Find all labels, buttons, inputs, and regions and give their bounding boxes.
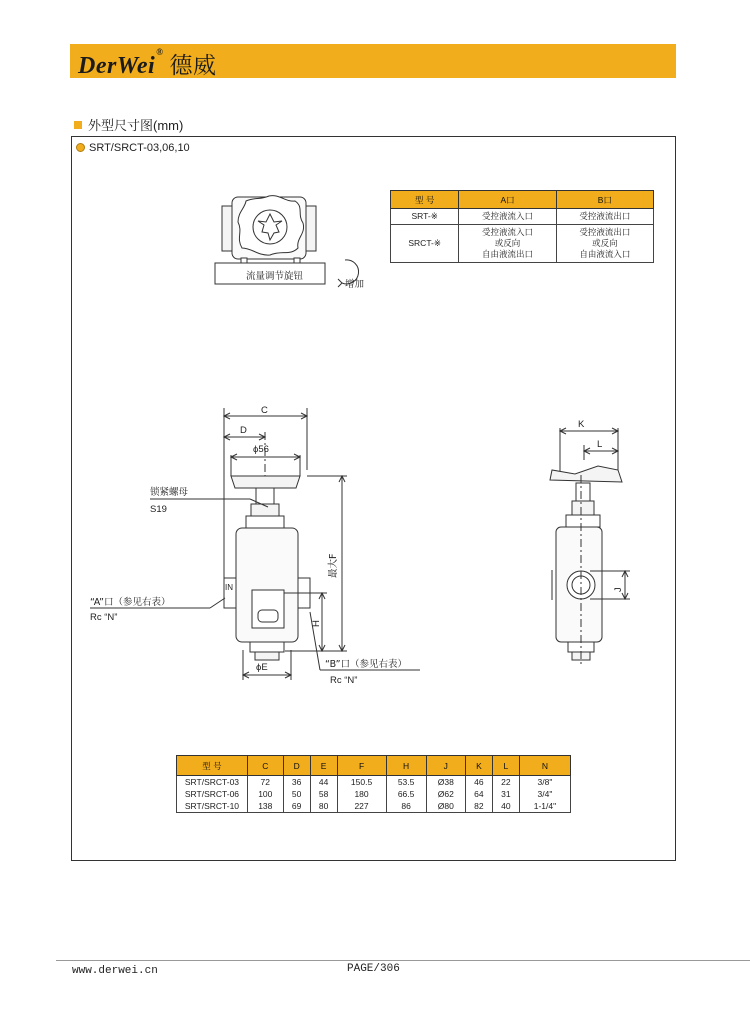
- brand-name: DerWei: [78, 53, 156, 79]
- footer-url[interactable]: www.derwei.cn: [72, 965, 158, 977]
- table-cell: 69: [283, 800, 310, 813]
- dim-table-header: E: [310, 756, 337, 776]
- dim-diameter-label: ϕ56: [253, 444, 269, 455]
- table-row: [177, 788, 571, 800]
- max-f-label: 最大F: [328, 553, 339, 578]
- registered-mark: ®: [156, 47, 164, 57]
- dim-h-label: H: [311, 620, 322, 627]
- table-cell: 46: [465, 776, 492, 789]
- table-cell: SRT-※: [391, 209, 459, 225]
- table-cell: 3/4": [519, 788, 570, 800]
- dim-e-label: ϕE: [256, 662, 268, 673]
- dim-c-label: C: [261, 405, 268, 416]
- table-cell: 86: [386, 800, 426, 813]
- table-cell: 3/8": [519, 776, 570, 789]
- section-title-text: 外型尺寸图(mm): [88, 118, 184, 133]
- footer-divider: [56, 960, 750, 961]
- nut-label: 锁紧螺母: [150, 487, 189, 498]
- model-heading-text: SRT/SRCT-03,06,10: [89, 142, 190, 154]
- table-cell: 40: [492, 800, 519, 813]
- port-table-header: B口: [556, 191, 653, 209]
- table-cell: 31: [492, 788, 519, 800]
- table-cell: 227: [337, 800, 386, 813]
- port-a-thread: Rc “N”: [90, 612, 118, 623]
- port-b-thread: Rc “N”: [330, 675, 358, 686]
- table-cell: 138: [247, 800, 283, 813]
- dim-table-header: N: [519, 756, 570, 776]
- table-cell: 100: [247, 788, 283, 800]
- dim-d-label: D: [240, 425, 247, 436]
- dim-table-header: L: [492, 756, 519, 776]
- table-cell: SRT/SRCT-10: [177, 800, 248, 813]
- dim-k-label: K: [578, 419, 585, 430]
- dim-table-header: 型 号: [177, 756, 248, 776]
- port-table-header: 型 号: [391, 191, 459, 209]
- table-cell: SRT/SRCT-06: [177, 788, 248, 800]
- page-number: PAGE/306: [347, 963, 400, 975]
- table-cell: 受控液流出口: [556, 209, 653, 225]
- dim-table-header: D: [283, 756, 310, 776]
- port-a-label: “A”口（参见右表）: [90, 597, 171, 608]
- dim-table-header: K: [465, 756, 492, 776]
- dim-table-header: H: [386, 756, 426, 776]
- dim-table-header: C: [247, 756, 283, 776]
- knob-label: 流量调节旋钮: [246, 271, 304, 282]
- dim-l-label: L: [597, 439, 603, 450]
- table-cell: 66.5: [386, 788, 426, 800]
- brand-name-cn: 德威: [169, 53, 217, 78]
- table-cell: 受控液流出口 或反向 自由液流入口: [556, 225, 653, 263]
- table-cell: 180: [337, 788, 386, 800]
- table-cell: 64: [465, 788, 492, 800]
- table-cell: 50: [283, 788, 310, 800]
- table-cell: 1-1/4": [519, 800, 570, 813]
- table-cell: 80: [310, 800, 337, 813]
- table-row: [177, 800, 571, 813]
- port-table-header: A口: [459, 191, 556, 209]
- body-marking: IN: [225, 583, 233, 592]
- table-cell: SRCT-※: [391, 225, 459, 263]
- table-cell: Ø62: [426, 788, 465, 800]
- table-row: [177, 776, 571, 789]
- table-cell: 受控液流入口: [459, 209, 556, 225]
- table-cell: SRT/SRCT-03: [177, 776, 248, 789]
- table-cell: 44: [310, 776, 337, 789]
- dim-table-header: F: [337, 756, 386, 776]
- port-b-label: “B”口（参见右表）: [325, 659, 408, 670]
- dimension-table: [176, 755, 571, 813]
- nut-size-label: S19: [150, 504, 167, 515]
- table-cell: 72: [247, 776, 283, 789]
- table-cell: 58: [310, 788, 337, 800]
- table-cell: 82: [465, 800, 492, 813]
- table-cell: 22: [492, 776, 519, 789]
- table-cell: 受控液流入口 或反向 自由液流出口: [459, 225, 556, 263]
- table-cell: Ø80: [426, 800, 465, 813]
- dim-j-label: J: [613, 587, 624, 592]
- table-cell: Ø38: [426, 776, 465, 789]
- dim-table-header: J: [426, 756, 465, 776]
- table-cell: 53.5: [386, 776, 426, 789]
- increase-label: 增加: [345, 279, 365, 290]
- table-cell: 150.5: [337, 776, 386, 789]
- table-cell: 36: [283, 776, 310, 789]
- side-view-drawing: [550, 428, 630, 665]
